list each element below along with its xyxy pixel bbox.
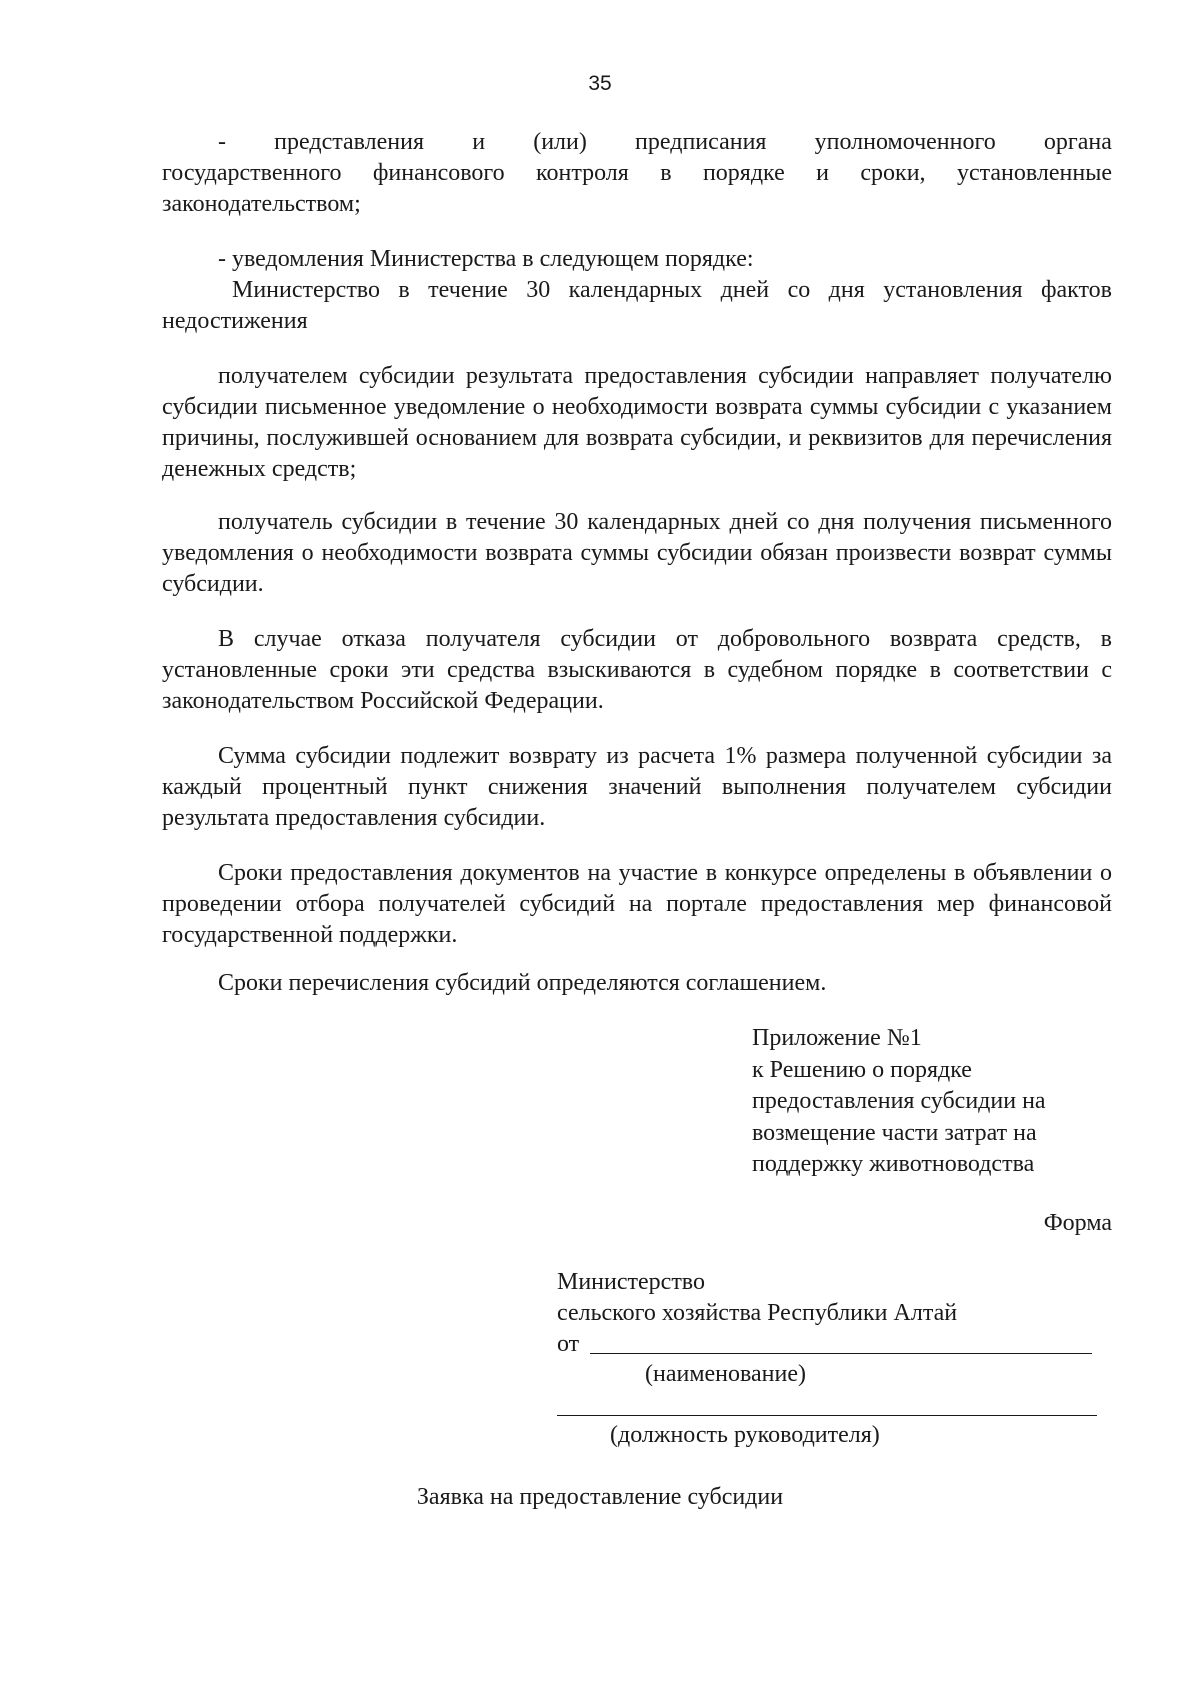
word: уполномоченного	[814, 129, 996, 155]
paragraph-1-line-3: законодательством;	[162, 191, 361, 217]
appendix-block	[752, 1023, 1112, 1181]
page-number: 35	[588, 72, 612, 95]
appendix-line: поддержку животноводства	[752, 1151, 1035, 1177]
paragraph-8: Сроки предоставления документов на участие в конкурсе определены в объявлении о проведении отбора получателей субсидий на портале предоставления мер финансовой государственной поддержки.	[162, 860, 1112, 948]
name-blank-line	[590, 1353, 1092, 1354]
paragraph-2: - уведомления Министерства в следующем порядке:	[218, 246, 754, 272]
paragraph-1-line-2: государственного финансового контроля в порядке и сроки, установленные	[162, 160, 1112, 186]
paragraph-9: Сроки перечисления субсидий определяются соглашением.	[218, 970, 827, 996]
appendix-line: к Решению о порядке	[752, 1056, 972, 1083]
form-label: Форма	[1043, 1210, 1112, 1236]
request-title: Заявка на предоставление субсидии	[416, 1484, 784, 1510]
paragraph-6: В случае отказа получателя субсидии от добровольного возврата средств, в установленные сроки эти средства взыскиваются в судебном порядке в соответствии с законодательством Российской Федерации.	[162, 626, 1112, 714]
paragraph-3-line-2: недостижения	[162, 308, 308, 334]
appendix-line: возмещение части затрат на	[752, 1119, 1037, 1146]
paragraph-4: получателем субсидии результата предоставления субсидии направляет получателю субсидии письменное уведомление о необходимости возврата суммы субсидии с указанием причины, послужившей основанием для возврата субсидии, и реквизитов для перечисления денежных средств;	[162, 363, 1112, 482]
paragraph-7: Сумма субсидии подлежит возврату из расчета 1% размера полученной субсидии за каждый процентный пункт снижения значений выполнения получателем субсидии результата предоставления субсидии.	[162, 743, 1112, 831]
name-caption: (наименование)	[645, 1361, 807, 1387]
word: органа	[1043, 129, 1112, 155]
paragraph-3-line-1: Министерство в течение 30 календарных дней со дня установления фактов	[232, 277, 1112, 303]
position-blank-line	[557, 1415, 1097, 1416]
word: и	[472, 129, 486, 155]
appendix-line: Приложение №1	[752, 1025, 922, 1051]
from-label: от	[557, 1331, 580, 1357]
word: предписания	[635, 129, 767, 155]
word: (или)	[533, 129, 587, 155]
address-block	[557, 1267, 1117, 1360]
word: представления	[274, 129, 425, 155]
dash: -	[218, 129, 226, 155]
address-line: Министерство	[557, 1269, 705, 1295]
paragraph-5: получатель субсидии в течение 30 календарных дней со дня получения письменного уведомления о необходимости возврата суммы субсидии обязан произвести возврат суммы субсидии.	[162, 509, 1112, 597]
appendix-line: предоставления субсидии на	[752, 1088, 1046, 1114]
address-line: сельского хозяйства Республики Алтай	[557, 1300, 958, 1326]
paragraph-1-line-1	[218, 127, 1112, 158]
position-caption: (должность руководителя)	[610, 1422, 880, 1448]
